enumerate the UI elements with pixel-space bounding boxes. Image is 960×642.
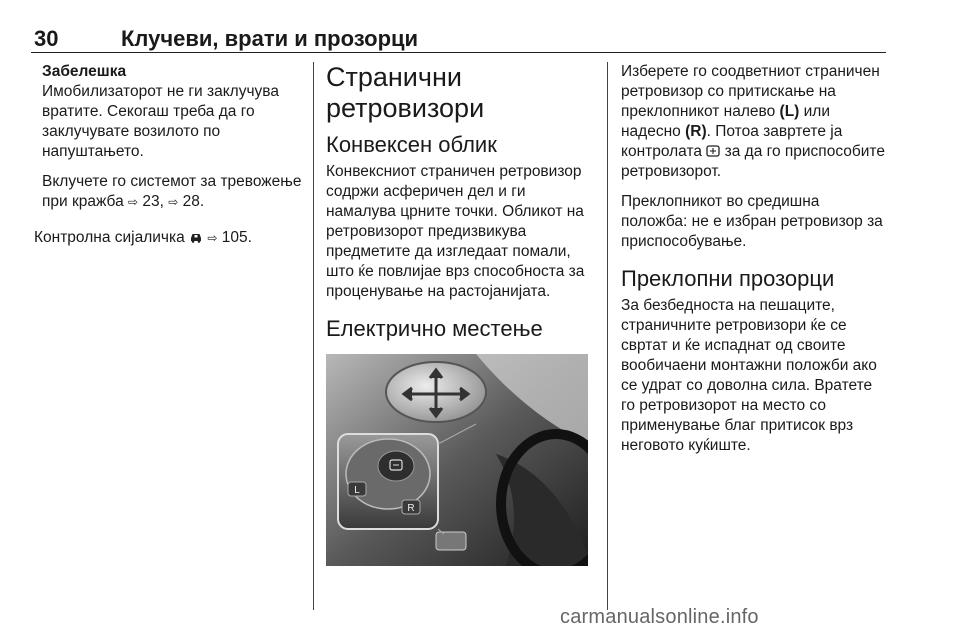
select-paragraph [621,62,889,182]
column-divider-1 [313,62,314,610]
note-alarm-text: Вклучете го системот за тревожење при кражба [42,173,302,210]
car-lock-icon [189,231,203,243]
convex-body: Конвексниот страничен ретровизор содржи асферичен дел и ги намалува црните точки. Обликот на ретровизорот предизвикува предметите да изгледаат помали, што ќе повлијае врз способноста за проценување на растојанијата. [326,163,585,300]
page-number: 30 [34,26,59,51]
ref-arrow-icon: ⇨ [207,231,218,245]
ref-arrow-icon: ⇨ [128,195,139,209]
folding-body: За безбедноста на пешаците, страничните ретровизори ќе се свртат и ќе испаднат од своите вообичаени монтажни положби ако се удрат со доволна сила. Вратете го ретровизорот на место со применување благ притисок врз неговото куќиште. [621,297,877,454]
note-ref-1[interactable]: 23, [142,193,164,210]
column-divider-2 [607,62,608,610]
control-indicator-ref[interactable]: 105. [221,229,252,246]
section-title: Странични ретровизори [326,62,485,123]
column-2 [326,62,594,572]
convex-heading: Конвексен облик [326,132,497,157]
page-header [31,24,886,53]
ref-arrow-icon: ⇨ [168,195,179,209]
switch-center-paragraph: Преклопникот во средишна положба: не е избран ретровизор за приспособување. [621,193,883,250]
note-paragraph-2 [42,172,304,212]
note-title: Забелешка [42,63,127,80]
note-paragraph-1: Имобилизаторот не ги заклучува вратите. Секогаш треба да го заклучувате возилото по напуштањето. [42,83,279,160]
photo-label-l: L [354,485,360,496]
mirror-control-icon [706,145,720,157]
column-1 [34,62,304,258]
photo-label-r: R [407,503,415,514]
electric-heading: Електрично местење [326,316,543,341]
note-ref-2[interactable]: 28. [182,193,205,210]
select-text-d: за да го приспособите ретровизорот. [621,143,885,180]
select-right-label: (R) [685,123,707,140]
select-text-c: . Потоа завртете ја контролата [621,123,843,160]
chapter-title: Клучеви, врати и прозорци [121,26,419,51]
control-indicator-text: Контролна сијаличка [34,229,185,246]
mirror-control-photo [326,354,588,566]
watermark: carmanualsonline.info [560,606,759,628]
select-text-a: Изберете го соодветниот страничен ретровизор со притискање на преклопникот налево [621,63,880,120]
control-indicator-line [34,228,304,248]
select-text-b: или надесно [621,103,831,140]
folding-heading: Преклопни прозорци [621,266,835,291]
select-left-label: (L) [779,103,800,120]
column-3 [621,62,889,466]
